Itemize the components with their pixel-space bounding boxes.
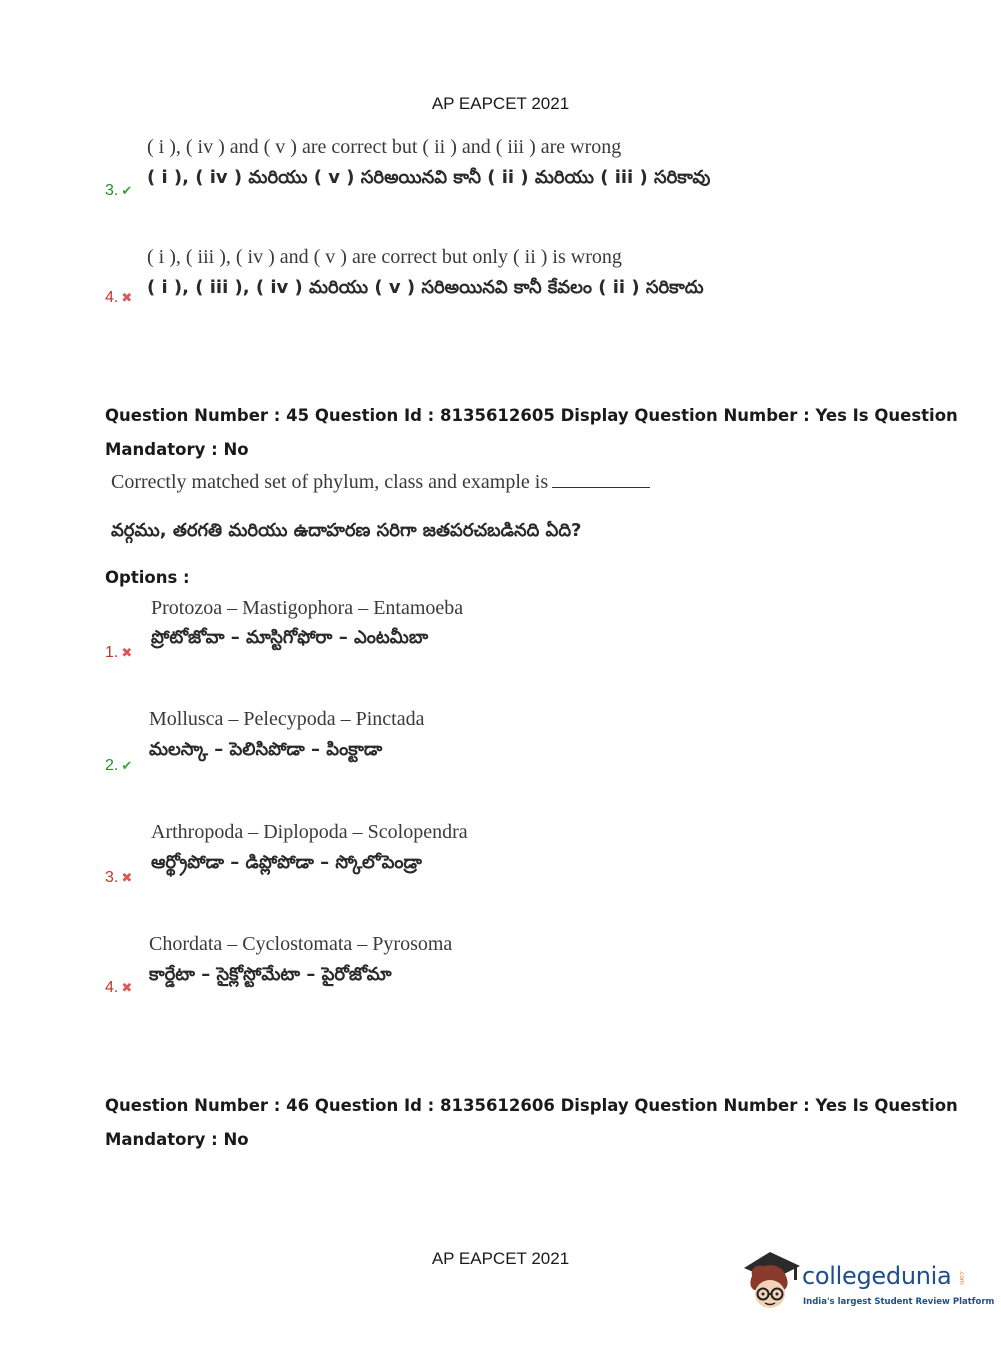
option-3-telugu: ( i ), ( iv ) మరియు ( v ) సరిఅయినవి కానీ ( ii ) మరియు ( iii ) సరికావు <box>147 167 711 188</box>
options-label: Options : <box>105 568 190 587</box>
q45-option-4-telugu: కార్డేటా – సైక్లోస్టోమేటా – పైరోజోమా <box>149 964 392 985</box>
q45-option-2-english: Mollusca – Pelecypoda – Pinctada <box>149 708 425 730</box>
option-number-label: 4. <box>105 289 119 306</box>
brand-name: collegedunia <box>802 1262 952 1290</box>
question-45-meta-line1: Question Number : 45 Question Id : 8135612605 Display Question Number : Yes Is Question <box>105 406 958 425</box>
option-4-telugu: ( i ), ( iii ), ( iv ) మరియు ( v ) సరిఅయినవి కానీ కేవలం ( ii ) సరికాదు <box>147 277 704 298</box>
check-mark-icon: ✔ <box>121 183 133 198</box>
page-header: AP EAPCET 2021 <box>431 94 570 113</box>
q45-option-1-number <box>105 644 132 662</box>
question-text: Correctly matched set of phylum, class and example is <box>111 471 549 493</box>
option-number-label: 3. <box>105 182 119 199</box>
q45-option-3-number <box>105 869 132 887</box>
question-45-meta-line2: Mandatory : No <box>105 440 249 459</box>
option-3-english: ( i ), ( iv ) and ( v ) are correct but ( ii ) and ( iii ) are wrong <box>147 136 622 158</box>
cross-mark-icon: ✖ <box>121 980 133 995</box>
option-4-number <box>105 289 132 307</box>
q45-option-3-telugu: ఆర్థ్రోపోడా – డిప్లోపోడా – స్కోలోపెండ్రా <box>151 852 422 873</box>
question-46-meta-line1: Question Number : 46 Question Id : 8135612606 Display Question Number : Yes Is Question <box>105 1096 958 1115</box>
brand-tagline: India's largest Student Review Platform <box>803 1297 995 1307</box>
cross-mark-icon: ✖ <box>121 645 133 660</box>
q45-option-1-english: Protozoa – Mastigophora – Entamoeba <box>151 597 464 619</box>
cross-mark-icon: ✖ <box>121 290 133 305</box>
q45-option-4-english: Chordata – Cyclostomata – Pyrosoma <box>149 933 453 955</box>
page-footer: AP EAPCET 2021 <box>431 1249 570 1268</box>
option-number-label: 1. <box>105 644 119 661</box>
cross-mark-icon: ✖ <box>121 870 133 885</box>
option-4-english: ( i ), ( iii ), ( iv ) and ( v ) are correct but only ( ii ) is wrong <box>147 246 622 268</box>
question-46-meta-line2: Mandatory : No <box>105 1130 249 1149</box>
question-45-text-telugu: వర్గము, తరగతి మరియు ఉదాహరణ సరిగా జతపరచబడినది ఏది? <box>111 520 582 541</box>
q45-option-2-number <box>105 757 132 775</box>
q45-option-4-number <box>105 979 132 997</box>
option-number-label: 2. <box>105 757 119 774</box>
question-45-text-english <box>111 471 650 494</box>
collegedunia-mascot-icon <box>740 1246 802 1312</box>
brand-domain: .com <box>958 1270 965 1285</box>
check-mark-icon: ✔ <box>121 758 133 773</box>
q45-option-3-english: Arthropoda – Diplopoda – Scolopendra <box>151 821 468 843</box>
q45-option-1-telugu: ప్రోటోజోవా – మాస్టిగోఫోరా – ఎంటమీబా <box>151 627 429 648</box>
option-number-label: 3. <box>105 869 119 886</box>
q45-option-2-telugu: మలస్కా – పెలిసిపోడా – పింక్టాడా <box>149 739 383 760</box>
option-3-number <box>105 182 132 200</box>
answer-blank <box>552 473 650 488</box>
option-number-label: 4. <box>105 979 119 996</box>
